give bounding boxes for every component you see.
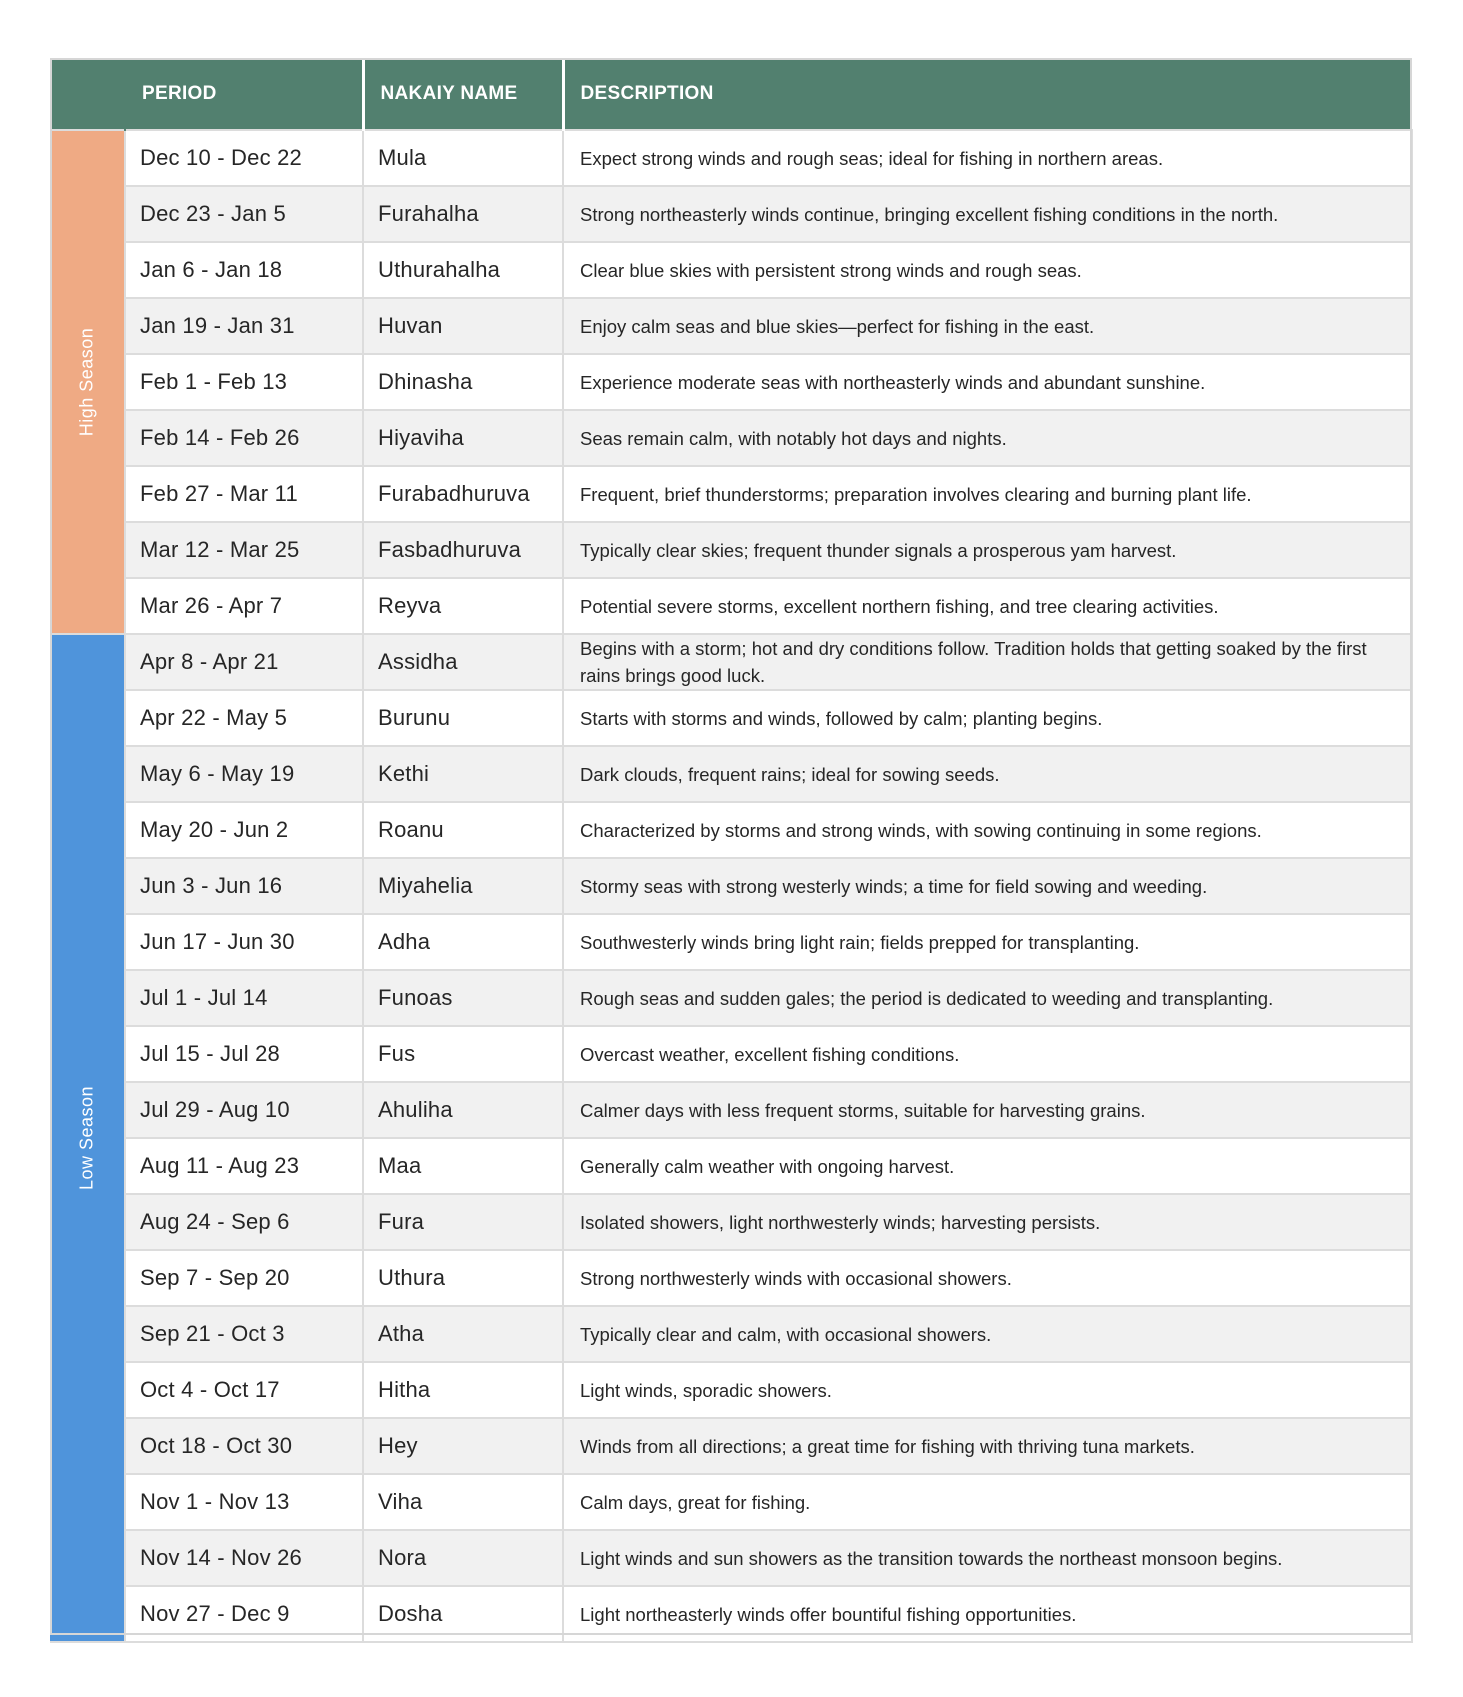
season-label: Low Season xyxy=(76,1085,97,1191)
description-cell: Typically clear skies; frequent thunder signals a prosperous yam harvest. xyxy=(563,522,1412,578)
nakaiy-name-cell: Miyahelia xyxy=(363,858,563,914)
period-cell: Jun 3 - Jun 16 xyxy=(125,858,363,914)
description-cell: Stormy seas with strong westerly winds; a time for field sowing and weeding. xyxy=(563,858,1412,914)
table-row xyxy=(50,746,1412,802)
description-cell: Typically clear and calm, with occasional showers. xyxy=(563,1306,1412,1362)
description-cell: Light northeasterly winds offer bountiful fishing opportunities. xyxy=(563,1586,1412,1642)
description-cell: Strong northeasterly winds continue, bringing excellent fishing conditions in the north. xyxy=(563,186,1412,242)
nakaiy-name-cell: Kethi xyxy=(363,746,563,802)
table-row xyxy=(50,970,1412,1026)
nakaiy-name-cell: Maa xyxy=(363,1138,563,1194)
table-row xyxy=(50,522,1412,578)
period-cell: Nov 27 - Dec 9 xyxy=(125,1586,363,1642)
table-row xyxy=(50,1194,1412,1250)
period-cell: Jul 15 - Jul 28 xyxy=(125,1026,363,1082)
table-header-row xyxy=(50,58,1412,130)
nakaiy-name-cell: Burunu xyxy=(363,690,563,746)
nakaiy-name-cell: Hiyaviha xyxy=(363,410,563,466)
table-row xyxy=(50,242,1412,298)
period-cell: Aug 24 - Sep 6 xyxy=(125,1194,363,1250)
table-body xyxy=(50,130,1412,1642)
period-cell: Feb 1 - Feb 13 xyxy=(125,354,363,410)
period-cell: Jan 6 - Jan 18 xyxy=(125,242,363,298)
description-column-header: DESCRIPTION xyxy=(563,58,1412,130)
table-row xyxy=(50,914,1412,970)
low-season-band xyxy=(50,634,125,1642)
nakaiy-name-cell: Fus xyxy=(363,1026,563,1082)
table-row xyxy=(50,1138,1412,1194)
period-cell: Feb 14 - Feb 26 xyxy=(125,410,363,466)
description-cell: Light winds, sporadic showers. xyxy=(563,1362,1412,1418)
description-cell: Isolated showers, light northwesterly winds; harvesting persists. xyxy=(563,1194,1412,1250)
nakaiy-name-cell: Dosha xyxy=(363,1586,563,1642)
nakaiy-name-cell: Mula xyxy=(363,130,563,186)
description-cell: Seas remain calm, with notably hot days and nights. xyxy=(563,410,1412,466)
nakaiy-name-cell: Hey xyxy=(363,1418,563,1474)
period-cell: Dec 23 - Jan 5 xyxy=(125,186,363,242)
table-row xyxy=(50,1362,1412,1418)
nakaiy-name-cell: Assidha xyxy=(363,634,563,690)
description-cell: Light winds and sun showers as the transition towards the northeast monsoon begins. xyxy=(563,1530,1412,1586)
nakaiy-name-cell: Reyva xyxy=(363,578,563,634)
period-cell: Jul 29 - Aug 10 xyxy=(125,1082,363,1138)
nakaiy-name-cell: Atha xyxy=(363,1306,563,1362)
nakaiy-name-cell: Ahuliha xyxy=(363,1082,563,1138)
table-row xyxy=(50,410,1412,466)
table-row xyxy=(50,298,1412,354)
description-cell: Expect strong winds and rough seas; ideal for fishing in northern areas. xyxy=(563,130,1412,186)
high-season-band xyxy=(50,130,125,634)
table-row xyxy=(50,1082,1412,1138)
nakaiy-name-cell: Uthurahalha xyxy=(363,242,563,298)
period-cell: Mar 26 - Apr 7 xyxy=(125,578,363,634)
table-row xyxy=(50,130,1412,186)
description-cell: Starts with storms and winds, followed by calm; planting begins. xyxy=(563,690,1412,746)
description-cell: Clear blue skies with persistent strong winds and rough seas. xyxy=(563,242,1412,298)
season-label: High Season xyxy=(76,327,97,437)
period-cell: May 20 - Jun 2 xyxy=(125,802,363,858)
table-row xyxy=(50,634,1412,690)
period-cell: Apr 8 - Apr 21 xyxy=(125,634,363,690)
period-cell: Aug 11 - Aug 23 xyxy=(125,1138,363,1194)
period-cell: Sep 7 - Sep 20 xyxy=(125,1250,363,1306)
table-row xyxy=(50,1418,1412,1474)
nakaiy-name-cell: Hitha xyxy=(363,1362,563,1418)
nakaiy-calendar-table-wrapper xyxy=(50,58,1412,1643)
table-row xyxy=(50,858,1412,914)
season-column-header xyxy=(50,58,125,130)
table-row xyxy=(50,578,1412,634)
nakaiy-name-cell: Furabadhuruva xyxy=(363,466,563,522)
nakaiy-name-cell: Dhinasha xyxy=(363,354,563,410)
table-row xyxy=(50,1250,1412,1306)
description-cell: Southwesterly winds bring light rain; fields prepped for transplanting. xyxy=(563,914,1412,970)
table-row xyxy=(50,466,1412,522)
description-cell: Winds from all directions; a great time for fishing with thriving tuna markets. xyxy=(563,1418,1412,1474)
period-cell: Nov 1 - Nov 13 xyxy=(125,1474,363,1530)
period-cell: Mar 12 - Mar 25 xyxy=(125,522,363,578)
table-row xyxy=(50,1586,1412,1642)
table-row xyxy=(50,1474,1412,1530)
period-cell: May 6 - May 19 xyxy=(125,746,363,802)
description-cell: Enjoy calm seas and blue skies—perfect for fishing in the east. xyxy=(563,298,1412,354)
period-cell: Feb 27 - Mar 11 xyxy=(125,466,363,522)
period-cell: Jan 19 - Jan 31 xyxy=(125,298,363,354)
period-cell: Apr 22 - May 5 xyxy=(125,690,363,746)
description-cell: Dark clouds, frequent rains; ideal for sowing seeds. xyxy=(563,746,1412,802)
nakaiy-calendar-table xyxy=(50,58,1413,1643)
nakaiy-name-column-header: NAKAIY NAME xyxy=(363,58,563,130)
period-cell: Oct 18 - Oct 30 xyxy=(125,1418,363,1474)
period-cell: Sep 21 - Oct 3 xyxy=(125,1306,363,1362)
description-cell: Strong northwesterly winds with occasional showers. xyxy=(563,1250,1412,1306)
period-cell: Jul 1 - Jul 14 xyxy=(125,970,363,1026)
nakaiy-name-cell: Fasbadhuruva xyxy=(363,522,563,578)
description-cell: Rough seas and sudden gales; the period is dedicated to weeding and transplanting. xyxy=(563,970,1412,1026)
nakaiy-name-cell: Huvan xyxy=(363,298,563,354)
description-cell: Begins with a storm; hot and dry conditions follow. Tradition holds that getting soaked by the first rains brings good luck. xyxy=(563,634,1412,690)
period-cell: Oct 4 - Oct 17 xyxy=(125,1362,363,1418)
period-cell: Jun 17 - Jun 30 xyxy=(125,914,363,970)
table-row xyxy=(50,1306,1412,1362)
description-cell: Characterized by storms and strong winds, with sowing continuing in some regions. xyxy=(563,802,1412,858)
table-row xyxy=(50,354,1412,410)
nakaiy-name-cell: Furahalha xyxy=(363,186,563,242)
nakaiy-name-cell: Uthura xyxy=(363,1250,563,1306)
description-cell: Experience moderate seas with northeasterly winds and abundant sunshine. xyxy=(563,354,1412,410)
table-row xyxy=(50,1530,1412,1586)
description-cell: Calm days, great for fishing. xyxy=(563,1474,1412,1530)
description-cell: Overcast weather, excellent fishing conditions. xyxy=(563,1026,1412,1082)
nakaiy-name-cell: Fura xyxy=(363,1194,563,1250)
description-cell: Generally calm weather with ongoing harvest. xyxy=(563,1138,1412,1194)
table-row xyxy=(50,690,1412,746)
nakaiy-name-cell: Roanu xyxy=(363,802,563,858)
description-cell: Frequent, brief thunderstorms; preparation involves clearing and burning plant life. xyxy=(563,466,1412,522)
nakaiy-name-cell: Nora xyxy=(363,1530,563,1586)
description-cell: Calmer days with less frequent storms, suitable for harvesting grains. xyxy=(563,1082,1412,1138)
period-cell: Dec 10 - Dec 22 xyxy=(125,130,363,186)
description-cell: Potential severe storms, excellent northern fishing, and tree clearing activities. xyxy=(563,578,1412,634)
nakaiy-name-cell: Funoas xyxy=(363,970,563,1026)
nakaiy-name-cell: Viha xyxy=(363,1474,563,1530)
nakaiy-name-cell: Adha xyxy=(363,914,563,970)
table-row xyxy=(50,186,1412,242)
table-row xyxy=(50,802,1412,858)
period-column-header: PERIOD xyxy=(125,58,363,130)
period-cell: Nov 14 - Nov 26 xyxy=(125,1530,363,1586)
table-row xyxy=(50,1026,1412,1082)
